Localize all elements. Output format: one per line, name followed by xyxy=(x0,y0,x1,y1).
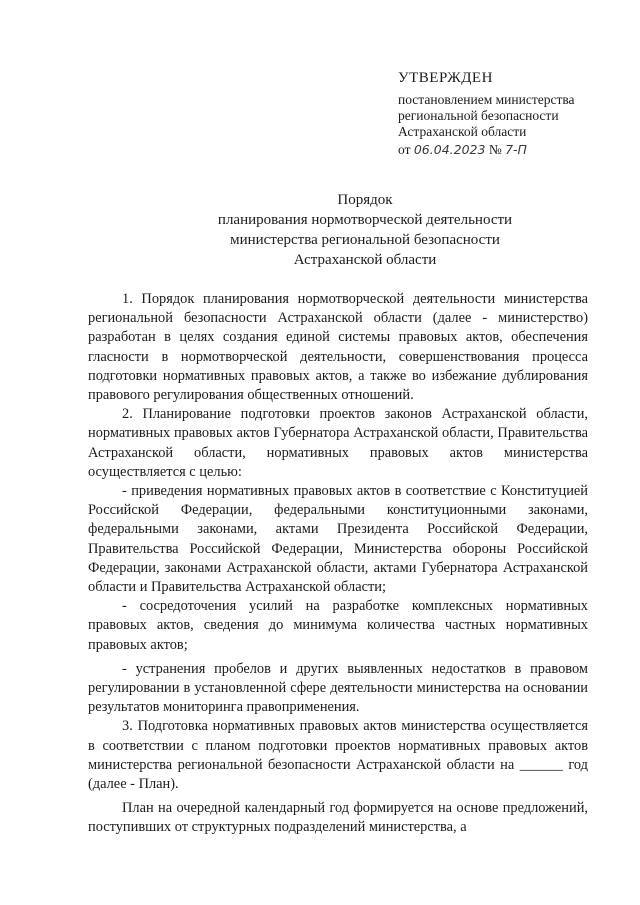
paragraph-3: 3. Подготовка нормативных правовых актов министерства осуществляется в соответствии с планом подготовки проектов нормативных правовых актов министерства региональной безопасности Астраханской области на ______ год (далее - План). xyxy=(88,718,588,793)
paragraph-4: План на очередной календарный год формируется на основе предложений, поступивших от структурных подразделений министерства, а xyxy=(88,800,588,836)
approval-line: региональной безопасности xyxy=(398,108,559,123)
date-prefix: от xyxy=(398,142,411,157)
title-line: планирования нормотворческой деятельности xyxy=(217,212,513,228)
document-body xyxy=(88,290,588,838)
title-line: Астраханской области xyxy=(293,252,437,268)
number-prefix: № xyxy=(488,142,502,157)
paragraph-2: 2. Планирование подготовки проектов законов Астраханской области, нормативных правовых актов Губернатора Астраханской области, Правительства Астраханской области, нормативных правовых актов министерства осуществляется с целью: xyxy=(88,406,588,480)
paragraph-1: 1. Порядок планирования нормотворческой деятельности министерства региональной безопасности Астраханской области (далее - министерство) разработан в целях создания единой системы правовых актов, обеспечения гласности в нормотворческой деятельности, совершенствования процесса подготовки нормативных правовых актов, а также во избежание дублирования правового регулирования общественных отношений. xyxy=(88,291,588,404)
approval-title: УТВЕРЖДЕН xyxy=(398,70,493,86)
document-title xyxy=(150,190,580,270)
approval-stamp xyxy=(398,70,628,158)
list-item-3: - устранения пробелов и других выявленных недостатков в правовом регулировании в установленной сфере деятельности министерства на основании результатов мониторинга правоприменения. xyxy=(88,660,588,716)
handwritten-number: 7-П xyxy=(505,142,527,157)
approval-line: постановлением министерства xyxy=(398,92,575,107)
list-item-1: - приведения нормативных правовых актов в соответствие с Конституцией Российской Федерации, федеральными конституционными законами, федеральными законами, актами Президента Российской Федерации, Правительства Российской Федерации, Министерства обороны Российской Федерации, законами Астраханской области, актами Губернатора Астраханской области и Правительства Астраханской области; xyxy=(88,483,588,596)
approval-date-line xyxy=(398,142,628,158)
title-line: Порядок xyxy=(337,192,393,208)
list-item-2: - сосредоточения усилий на разработке комплексных нормативных правовых актов, сведения до минимума количества частных нормативных правовых актов; xyxy=(88,598,588,653)
handwritten-date: 06.04.2023 xyxy=(413,142,486,157)
title-line: министерства региональной безопасности xyxy=(230,232,500,248)
approval-line: Астраханской области xyxy=(398,124,527,139)
